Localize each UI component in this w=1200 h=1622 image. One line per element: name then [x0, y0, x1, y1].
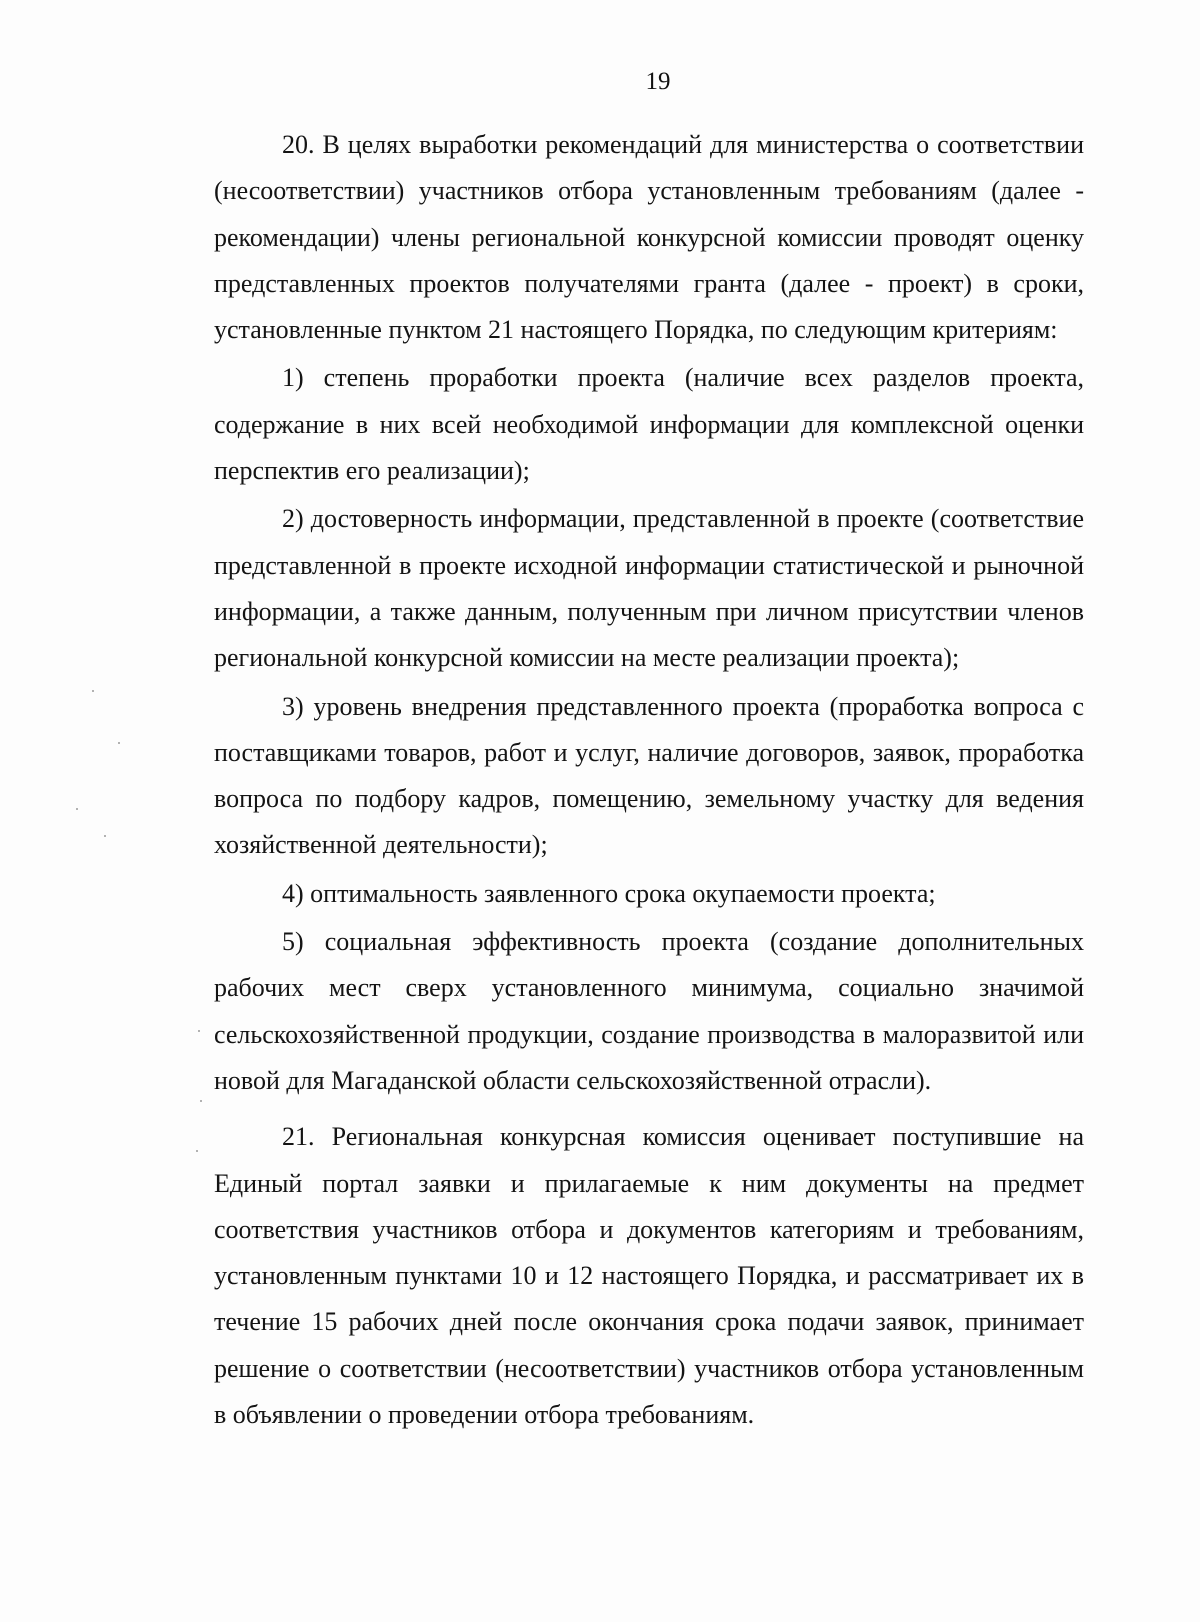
- scan-speck: [118, 742, 120, 744]
- scan-speck: [200, 1100, 202, 1102]
- criterion-2: 2) достоверность информации, представленной в проекте (соответствие представленной в проекте исходной информации статистической и рыночной информации, а также данным, полученным при личном присутствии членов региональной конкурсной комиссии на месте реализации проекта);: [214, 504, 1084, 673]
- page-number: 19: [645, 68, 671, 95]
- scan-speck: [198, 1030, 200, 1032]
- criterion-3: 3) уровень внедрения представленного проекта (проработка вопроса с поставщиками товаров, работ и услуг, наличие договоров, заявок, проработка вопроса по подбору кадров, помещению, земельному участку для ведения хозяйственной деятельности);: [214, 691, 1084, 860]
- scan-speck: [92, 690, 94, 692]
- document-body: [214, 122, 1084, 1438]
- criterion-1: 1) степень проработки проекта (наличие всех разделов проекта, содержание в них всей необходимой информации для комплексной оценки перспектив его реализации);: [214, 363, 1084, 486]
- criterion-4: 4) оптимальность заявленного срока окупаемости проекта;: [282, 878, 936, 908]
- criterion-5: 5) социальная эффективность проекта (создание дополнительных рабочих мест сверх установленного минимума, социально значимой сельскохозяйственной продукции, создание производства в малоразвитой или новой для Магаданской области сельскохозяйственной отрасли).: [214, 927, 1084, 1095]
- scan-speck: [104, 835, 106, 837]
- paragraph-20: 20. В целях выработки рекомендаций для министерства о соответствии (несоответствии) участников отбора установленным требованиям (далее - рекомендации) члены региональной конкурсной комиссии проводят оценку представленных проектов получателями гранта (далее - проект) в сроки, установленные пунктом 21 настоящего Порядка, по следующим критериям:: [214, 130, 1084, 345]
- scan-speck: [196, 1150, 198, 1152]
- scan-speck: [76, 808, 78, 810]
- paragraph-21: 21. Региональная конкурсная комиссия оценивает поступившие на Единый портал заявки и прилагаемые к ним документы на предмет соответствия участников отбора и документов категориям и требованиям, установленным пунктами 10 и 12 настоящего Порядка, и рассматривает их в течение 15 рабочих дней после окончания срока подачи заявок, принимает решение о соответствии (несоответствии) участников отбора установленным в объявлении о проведении отбора требованиям.: [214, 1122, 1084, 1430]
